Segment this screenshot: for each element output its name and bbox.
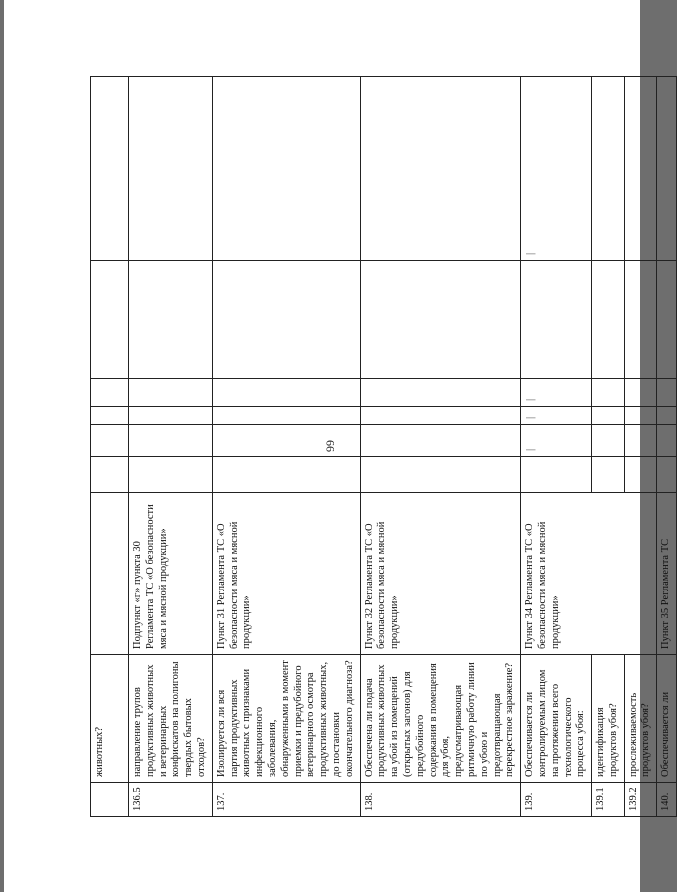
answer-cell: [212, 261, 360, 379]
answer-cell: [91, 407, 129, 425]
answer-cell: [592, 407, 625, 425]
row-number: 140.: [657, 783, 677, 817]
table-row: [129, 77, 213, 817]
answer-cell: [624, 407, 657, 425]
answer-cell: [212, 407, 360, 425]
notes-cell: [212, 77, 360, 261]
answer-cell: [624, 261, 657, 379]
pen-mark: |: [524, 398, 537, 401]
question-cell: Обеспечивается ли контролируемым лицом на протяжении всего технологического процесса убоя:: [521, 655, 592, 783]
answer-cell: [91, 457, 129, 493]
answer-cell: [592, 261, 625, 379]
answer-cell: [624, 457, 657, 493]
notes-cell: [360, 77, 521, 261]
reference-cell: Пункт 35 Регламента ТС: [657, 493, 677, 655]
notes-cell: [624, 77, 657, 261]
pen-mark: |: [524, 416, 537, 419]
reference-cell: [91, 493, 129, 655]
document-page: [4, 0, 672, 892]
row-number: 138.: [360, 783, 521, 817]
answer-cell: [657, 425, 677, 457]
answer-cell: [624, 379, 657, 407]
row-number: 137.: [212, 783, 360, 817]
answer-cell: [129, 379, 213, 407]
answer-cell: [360, 379, 521, 407]
answer-cell: [129, 457, 213, 493]
answer-cell: [521, 457, 592, 493]
row-number: 139.1: [592, 783, 625, 817]
row-number: [91, 783, 129, 817]
answer-cell: [521, 425, 592, 457]
table-row: [624, 77, 657, 817]
question-cell: животных?: [91, 655, 129, 783]
answer-cell: [592, 425, 625, 457]
answer-cell: [360, 261, 521, 379]
answer-cell: [624, 425, 657, 457]
reference-cell: Подпункт «г» пункта 30 Регламента ТС «О безопасности мяса и мясной продукции»: [129, 493, 213, 655]
answer-cell: [592, 379, 625, 407]
answer-cell: [212, 379, 360, 407]
answer-cell: [521, 379, 592, 407]
notes-cell: [521, 77, 592, 261]
answer-cell: [521, 261, 592, 379]
answer-cell: [129, 425, 213, 457]
answer-cell: [129, 407, 213, 425]
answer-cell: [592, 457, 625, 493]
notes-cell: [657, 77, 677, 261]
checklist-table: [90, 76, 677, 817]
row-number: 139.: [521, 783, 592, 817]
question-cell: Обеспечена ли подача продуктивных животных на убой из помещений (открытых загонов) для предубойного содержания в помещения для убоя, предусматривающая ритмичную работу линии по убою и предотвращающая перекрестное заражение?: [360, 655, 521, 783]
question-cell: направление трупов продуктивных животных и ветеринарных конфискатов на полигоны твердых бытовых отходов?: [129, 655, 213, 783]
answer-cell: [657, 379, 677, 407]
notes-cell: [129, 77, 213, 261]
table-row: [360, 77, 521, 817]
answer-cell: [657, 457, 677, 493]
answer-cell: [360, 457, 521, 493]
table-row: [657, 77, 677, 817]
reference-cell: Пункт 31 Регламента ТС «О безопасности мяса и мясной продукции»: [212, 493, 360, 655]
reference-cell: Пункт 34 Регламента ТС «О безопасности мяса и мясной продукции»: [521, 493, 657, 655]
answer-cell: [360, 407, 521, 425]
pen-mark: |: [524, 448, 537, 451]
row-number: 139.2: [624, 783, 657, 817]
reference-cell: Пункт 32 Регламента ТС «О безопасности мяса и мясной продукции»: [360, 493, 521, 655]
answer-cell: [91, 425, 129, 457]
notes-cell: [91, 77, 129, 261]
answer-cell: [657, 261, 677, 379]
answer-cell: [212, 457, 360, 493]
page-number: 66: [323, 440, 338, 452]
pen-mark: |: [524, 252, 537, 255]
answer-cell: [129, 261, 213, 379]
row-number: 136.5: [129, 783, 213, 817]
answer-cell: [521, 407, 592, 425]
answer-cell: [657, 407, 677, 425]
table-row: [212, 77, 360, 817]
answer-cell: [212, 425, 360, 457]
question-cell: идентификация продуктов убоя?: [592, 655, 625, 783]
question-cell: Обеспечивается ли: [657, 655, 677, 783]
question-cell: прослеживаемость продуктов убоя?: [624, 655, 657, 783]
answer-cell: [360, 425, 521, 457]
notes-cell: [592, 77, 625, 261]
table-row: [592, 77, 625, 817]
answer-cell: [91, 261, 129, 379]
table-row: [91, 77, 129, 817]
question-cell: Изолируется ли вся партия продуктивных животных с признаками инфекционного заболевания, обнаруженными в момент приемки и предубойного ветеринарного осмотра продуктивных животных, до постановки окончательного диагноза?: [212, 655, 360, 783]
table-row: [521, 77, 592, 817]
answer-cell: [91, 379, 129, 407]
rotated-table-container: [90, 77, 672, 817]
